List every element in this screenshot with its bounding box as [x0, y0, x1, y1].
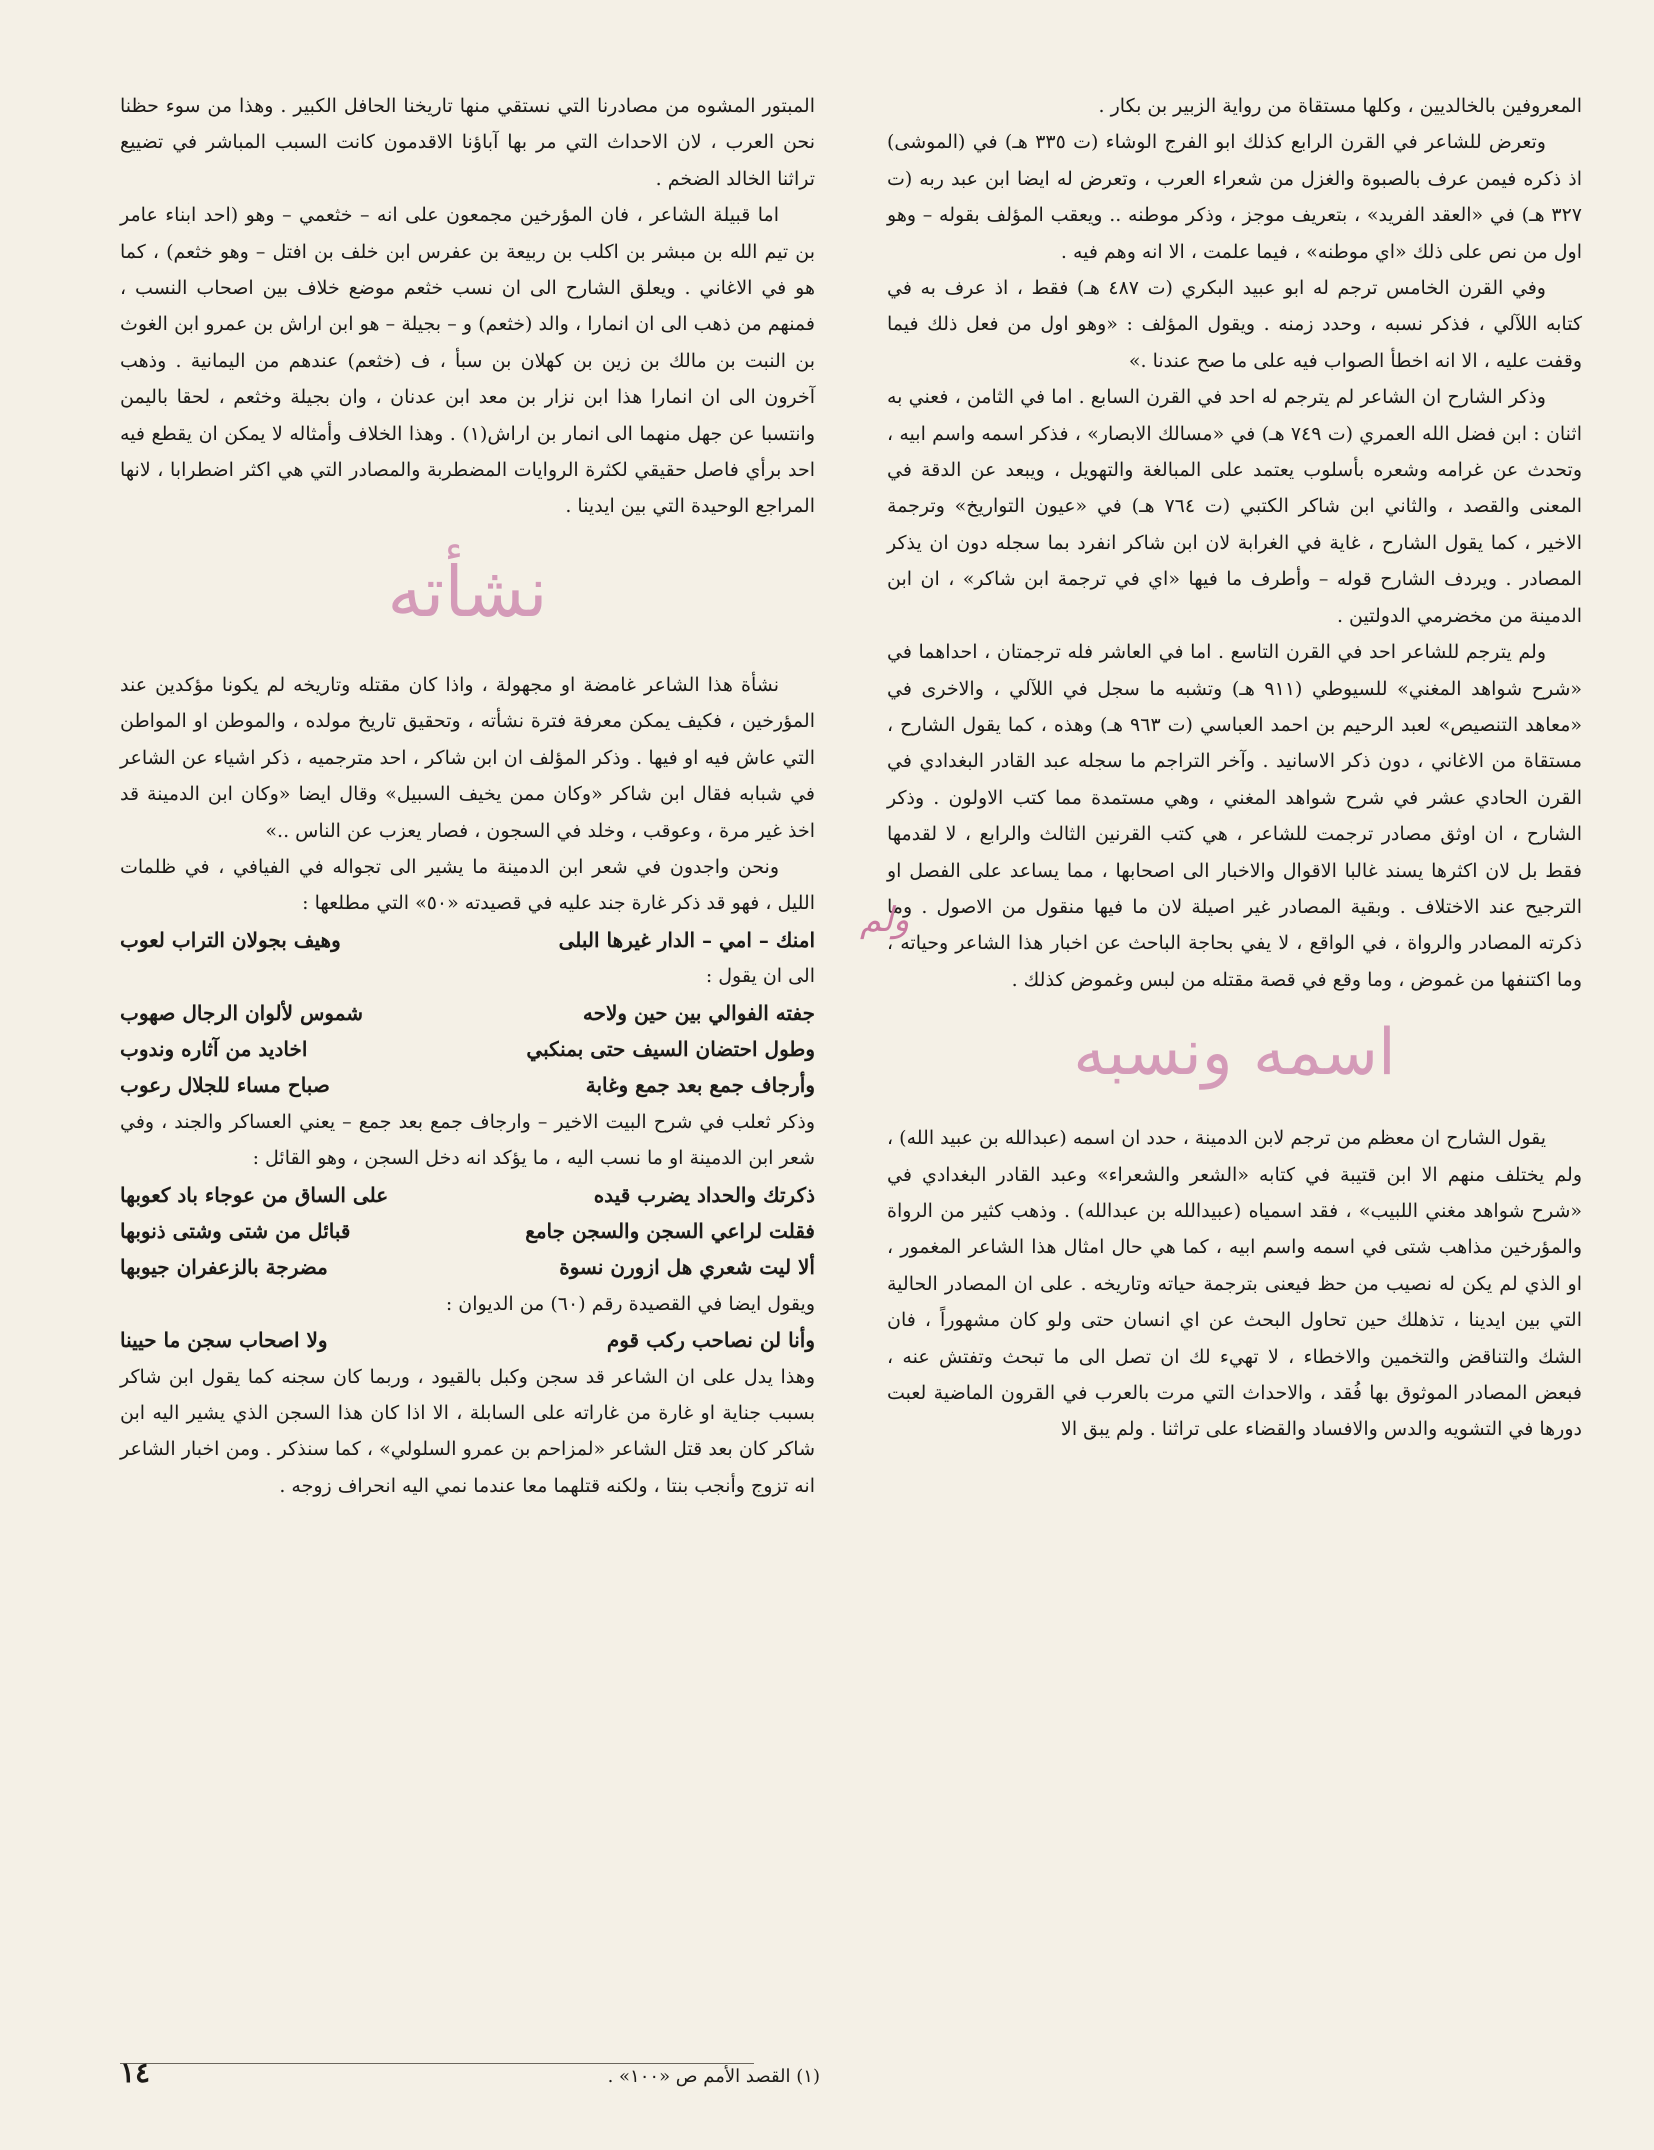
- verse-first-hemistich: وطول احتضان السيف حتى بمنكبي: [526, 1036, 815, 1061]
- section-heading-upbringing: نشأته: [387, 550, 548, 633]
- verse-second-hemistich: وهيف بجولان التراب لعوب: [120, 927, 341, 952]
- paragraph: الى ان يقول :: [705, 965, 815, 988]
- verse-second-hemistich: صباح مساء للجلال رعوب: [120, 1073, 330, 1098]
- paragraph: اما قبيلة الشاعر ، فان المؤرخين مجمعون على انه – خثعمي – وهو (احد ابناء عامر بن تيم الله بن مبشر بن اكلب بن ربيعة بن عفرس ابن خلف بن افتل – وهو خثعم) ، كما هو في الاغاني . ويعلق الشارح الى ان نسب خثعم موضع خلاف بين اصحاب النسب ، فمنهم من ذهب الى ان انمارا ، والد (خثعم) و – بجيلة – هو ابن اراش بن عمرو ابن الغوث بن النبت بن مالك بن زين بن كهلان بن سبأ ، ف (خثعم) عندهم من اليمانية . وذهب آخرون الى ان انمارا هذا ابن نزار بن معد ابن عدنان ، وان بجيلة وخثعم ، لحقا باليمن وانتسبا عن جهل منهما الى انمار بن اراش(١) . وهذا الخلاف وأمثاله لا يمكن ان يقطع فيه احد برأي فاصل حقيقي لكثرة الروايات المضطربة والمصادر التي هي اكثر اضطرابا ، لانها المراجع الوحيدة التي بين ايدينا .: [120, 204, 815, 518]
- verse-first-hemistich: امنك – امي – الدار غيرها البلى: [558, 927, 815, 952]
- paragraph: نشأة هذا الشاعر غامضة او مجهولة ، واذا كان مقتله وتاريخه لم يكونا مؤكدين عند المؤرخين ، فكيف يمكن معرفة فترة نشأته ، وتحقيق تاريخ مولده ، والموطن او المواطن التي عاش فيه او فيها . وذكر المؤلف ان ابن شاكر ، احد مترجميه ، ذكر اشياء عن الشاعر في شبابه فقال ابن شاكر «وكان ممن يخيف السبيل» وقال ايضا «وكان ابن الدمينة قد اخذ غير مرة ، وعوقب ، وخلد في السجون ، فصار يعزب عن الناس ..»: [120, 673, 815, 842]
- page-number: ١٤: [120, 2056, 151, 2089]
- paragraph: ولم يترجم للشاعر احد في القرن التاسع . اما في العاشر فله ترجمتان ، احداهما في «شرح شواهد المغني» للسيوطي (٩١١ هـ) وتشبه ما سجل في اللآلي ، والاخرى في «معاهد التنصيص» لعبد الرحيم بن احمد العباسي (ت ٩٦٣ هـ) وهذه ، كما يقول الشارح ، مستقاة من الاغاني ، دون ذكر الاسانيد . وآخر التراجم ما سجله عبد القادر البغدادي في القرن الحادي عشر في شرح شواهد المغني ، وهي مستمدة مما كتب الاولون . وذكر الشارح ، ان اوثق مصادر ترجمت للشاعر ، هي كتب القرنين الثالث والرابع ، لا لقدمها فقط بل لان اكثرها يسند غالبا الاقوال والاخبار الى اصحابها ، مما يساعد على الفصل او الترجيح عند الاختلاف . وبقية المصادر غير اصيلة لان ما فيها منقول من الاصول . وما ذكرته المصادر والرواة ، في الواقع ، لا يفي بحاجة الباحث عن اخبار هذا الشاعر وحياته ، وما اكتنفها من غموض ، وما وقع في قصة مقتله من لبس وغموض كذلك .: [887, 641, 1582, 991]
- poem-verse: [120, 922, 815, 958]
- paragraph: وفي القرن الخامس ترجم له ابو عبيد البكري (ت ٤٨٧ هـ) فقط ، اذ عرف به في كتابه اللآلي ، فذكر نسبه ، وحدد زمنه . ويقول المؤلف : «وهو اول من فعل ذلك فيما وقفت عليه ، الا انه اخطأ الصواب فيه على ما صح عندنا .»: [887, 277, 1582, 372]
- verse-second-hemistich: اخاديد من آثاره وندوب: [120, 1036, 308, 1061]
- section-heading-name-lineage: اسمه ونسبه: [1073, 1016, 1396, 1091]
- paragraph: وذكر الشارح ان الشاعر لم يترجم له احد في القرن السابع . اما في الثامن ، فعني به اثنان : ابن فضل الله العمري (ت ٧٤٩ هـ) في «مسالك الابصار» ، فذكر اسمه واسم ابيه ، وتحدث عن غرامه وشعره بأسلوب يعتمد على المبالغة والتهويل ، ويبعد عن الدقة في المعنى والقصد ، والثاني ابن شاكر الكتبي (ت ٧٦٤ هـ) في «عيون التواريخ» وترجمة الاخير ، كما يقول الشارح ، غاية في الغرابة لان ابن شاكر انفرد بما سجله دون ان يذكر المصادر . ويردف الشارح قوله – وأطرف ما فيها «اي في ترجمة ابن شاكر» ، ان ابن الدمينة من مخضرمي الدولتين .: [887, 386, 1582, 627]
- right-column: [887, 88, 1582, 1448]
- verse-second-hemistich: قبائل من شتى وشتى ذنوبها: [120, 1218, 351, 1243]
- paragraph: وذكر ثعلب في شرح البيت الاخير – وارجاف جمع بعد جمع – يعني العساكر والجند ، وفي شعر ابن الدمينة او ما نسب اليه ، ما يؤكد انه دخل السجن ، وهو القائل :: [120, 1110, 815, 1170]
- verse-first-hemistich: وأرجاف جمع بعد جمع وغابة: [585, 1073, 815, 1098]
- verse-second-hemistich: على الساق من عوجاء باد كعوبها: [120, 1182, 389, 1207]
- poem-verse: [120, 1213, 815, 1249]
- verse-second-hemistich: شموس لألوان الرجال صهوب: [120, 1000, 364, 1025]
- verse-first-hemistich: ألا ليت شعري هل ازورن نسوة: [559, 1255, 815, 1280]
- poem-verse: [120, 995, 815, 1031]
- verse-first-hemistich: ذكرتك والحداد يضرب قيده: [593, 1182, 815, 1207]
- poem-verse: [120, 1177, 815, 1213]
- verse-first-hemistich: جفته الفوالي بين حين ولاحه: [582, 1000, 815, 1025]
- paragraph: وتعرض للشاعر في القرن الرابع كذلك ابو الفرج الوشاء (ت ٣٣٥ هـ) في (الموشى) اذ ذكره فيمن عرف بالصبوة والغزل من شعراء العرب ، وتعرض له ايضا ابن عبد ربه (ت ٣٢٧ هـ) في «العقد الفريد» ، بتعريف موجز ، وذكر موطنه .. ويعقب المؤلف بقوله – وهو اول من نص على ذلك «اي موطنه» ، فيما علمت ، الا انه وهم فيه .: [887, 131, 1582, 263]
- verse-second-hemistich: ولا اصحاب سجن ما حيينا: [120, 1328, 328, 1353]
- poem-verse: [120, 1249, 815, 1285]
- left-column: [120, 88, 815, 1504]
- paragraph: المعروفين بالخالديين ، وكلها مستقاة من رواية الزبير بن بكار .: [1098, 95, 1582, 117]
- verse-second-hemistich: مضرجة بالزعفران جيوبها: [120, 1255, 328, 1280]
- footnote-divider: [120, 2063, 754, 2064]
- paragraph: المبتور المشوه من مصادرنا التي نستقي منها تاريخنا الحافل الكبير . وهذا من سوء حظنا نحن العرب ، لان الاحداث التي مر بها آباؤنا الاقدمون كانت السبب المباشر في تضييع تراثنا الخالد الضخم .: [120, 95, 815, 190]
- footnote: (١) القصد الأمم ص «١٠٠» .: [607, 2066, 820, 2087]
- poem-verse: [120, 1031, 815, 1067]
- paragraph: وهذا يدل على ان الشاعر قد سجن وكبل بالقيود ، وربما كان سجنه كما يقول ابن شاكر بسبب جناية او غارة من غاراته على السابلة ، الا اذا كان هذا السجن الذي يشير اليه ابن شاكر كان بعد قتل الشاعر «لمزاحم بن عمرو السلولي» ، كما سنذكر . ومن اخبار الشاعر انه تزوج وأنجب بنتا ، ولكنه قتلهما معا عندما نمي اليه انحراف زوجه .: [120, 1365, 815, 1497]
- poem-verse: [120, 1067, 815, 1103]
- paragraph: ونحن واجدون في شعر ابن الدمينة ما يشير الى تجواله في الفيافي ، في ظلمات الليل ، فهو قد ذكر غارة جند عليه في قصيدته «٥٠» التي مطلعها :: [120, 855, 815, 915]
- margin-handwritten-note: ولم: [860, 900, 910, 940]
- verse-first-hemistich: وأنا لن نصاحب ركب قوم: [606, 1328, 815, 1353]
- poem-verse: [120, 1322, 815, 1358]
- paragraph: يقول الشارح ان معظم من ترجم لابن الدمينة ، حدد ان اسمه (عبدالله بن عبيد الله) ، ولم يختلف منهم الا ابن قتيبة في كتابه «الشعر والشعراء» وعبد القادر البغدادي في «شرح شواهد مغني اللبيب» ، فقد اسمياه (عبيدالله بن عبدالله) . وذهب كثير من الرواة والمؤرخين مذاهب شتى في اسمه واسم ابيه ، كما هي حال امثال هذا الشاعر المغمور ، او الذي لم يكن له نصيب من حظ فيعنى بترجمة حياته وتاريخه . على ان المصادر الحالية التي بين ايدينا ، تذهلك حين تحاول البحث عن اي انسان حتى ولو كان مشهوراً ، فان الشك والتناقض والتخمين والاخطاء ، لا تهيء لك ان تصل الى ما تبحث وتفتش عنه ، فبعض المصادر الموثوق بها فُقد ، والاحداث التي مرت بالعرب في القرون الماضية لعبت دورها في التشويه والدس والافساد والقضاء على تراثنا . ولم يبق الا: [887, 1127, 1582, 1441]
- paragraph: ويقول ايضا في القصيدة رقم (٦٠) من الديوان :: [445, 1292, 815, 1315]
- verse-first-hemistich: فقلت لراعي السجن والسجن جامع: [525, 1218, 815, 1243]
